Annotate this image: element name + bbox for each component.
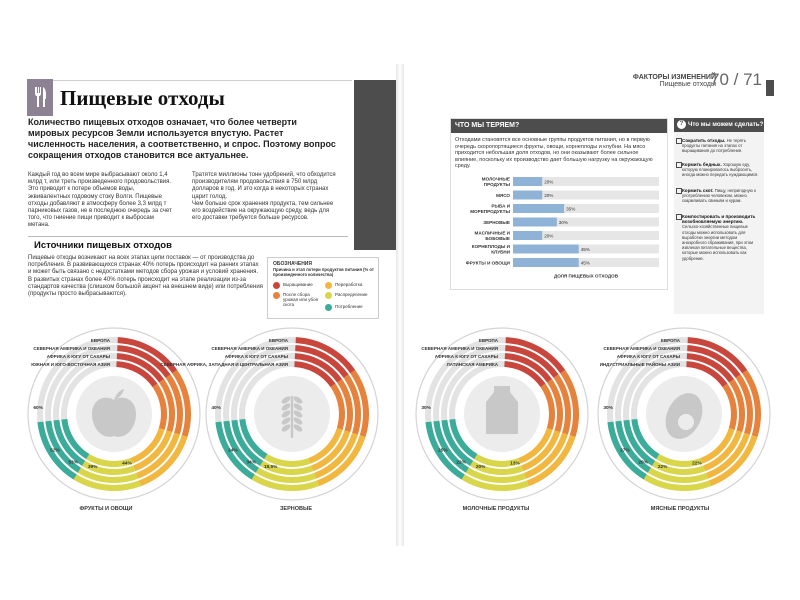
- region-label: ЕВРОПА: [478, 338, 498, 343]
- region-label: ЕВРОПА: [90, 338, 110, 343]
- bar-category-label: МАСЛИЧНЫЕ И: [474, 230, 510, 236]
- bar-category-label: ПРОДУКТЫ: [483, 182, 510, 187]
- grey-side-bar: [354, 80, 396, 250]
- legend-title: ОБОЗНАЧЕНИЯ: [273, 261, 312, 267]
- wheat-icon: [280, 395, 303, 438]
- bar-value-label: 20%: [544, 193, 554, 198]
- loss-box-title: ЧТО МЫ ТЕРЯЕМ?: [451, 119, 667, 133]
- region-label: ЛАТИНСКАЯ АМЕРИКА: [446, 362, 498, 367]
- header-subsection: Пищевые отходы: [659, 81, 716, 88]
- fork-knife-icon: [33, 87, 47, 107]
- region-label: ЮЖНАЯ И ЮГО-ВОСТОЧНАЯ АЗИЯ: [31, 362, 110, 367]
- region-label: АФРИКА К ЮГУ ОТ САХАРЫ: [616, 354, 680, 359]
- percent-label: 22%: [657, 464, 668, 470]
- bar-category-label: КЛУБНИ: [491, 249, 510, 255]
- header-section: ФАКТОРЫ ИЗМЕНЕНИЙ: [632, 74, 716, 81]
- percent-label: 20%: [475, 464, 486, 470]
- legend-box: [267, 257, 379, 319]
- question-icon: ?: [677, 120, 686, 129]
- percent-label: 19,5%: [263, 464, 278, 470]
- bar-category-label: МОЛОЧНЫЕ: [481, 176, 510, 182]
- chart-caption-meat: МЯСНЫЕ ПРОДУКТЫ: [650, 506, 710, 512]
- do-item: Сократить отходы. Не терять продукты питания на этапах от выращивания до потребления.: [682, 138, 760, 154]
- region-label: СЕВЕРНАЯ АМЕРИКА И ОКЕАНИЯ: [603, 346, 680, 351]
- region-label: АФРИКА К ЮГУ ОТ САХАРЫ: [46, 354, 110, 359]
- region-label: ЕВРОПА: [268, 338, 288, 343]
- chart-caption-fruits: ФРУКТЫ И ОВОЩИ: [79, 506, 133, 512]
- bar-value-label: 35%: [566, 206, 576, 212]
- bar-category-label: БОБОВЫЕ: [485, 236, 510, 241]
- legend-swatch: [325, 304, 332, 311]
- loss-box: [450, 118, 668, 290]
- percent-label: 22%: [692, 461, 702, 467]
- do-box-header: [674, 118, 764, 132]
- percent-label: 44%: [122, 461, 132, 467]
- radial-chart-dairy: [408, 314, 596, 524]
- body-column-2: Тратятся миллионы тонн удобрений, что обходится производителям продовольствия в 750 млрд долларов в год. И это когда в некоторых странах царит голод. Чем больше срок хранения продукта, тем сильнее его воздействие на окружающую среду, ведь для его доставки требуется больше ресурсов.: [192, 172, 336, 222]
- loss-box-text: Отходами становятся все основные группы продуктов питания, но в первую очередь скоропортящиеся фрукты, овощи, корнеплоды и клубни. На мясо приходится небольшая доля отходов, но они оказывают более сильное влияние, поскольку их производство дает большую нагрузку на окружающую среду.: [455, 137, 653, 170]
- do-item: Компостировать и производить возобновляемую энергию. Сельско-хозяйственные пищевые отходы можно использовать для выработки энергии методом анаэробного сбраживания, при этом извлекая питательные вещества, которые можно использовать как удобрение.: [682, 214, 760, 261]
- radial-chart-grains: [160, 314, 396, 524]
- percent-label: 39%: [87, 464, 98, 470]
- chart-caption-dairy: МОЛОЧНЫЕ ПРОДУКТЫ: [462, 506, 530, 512]
- region-label: СЕВЕРНАЯ АМЕРИКА И ОКЕАНИЯ: [211, 346, 288, 351]
- bar-category-label: МЯСО: [496, 193, 510, 198]
- radial-chart-fruits: [20, 314, 208, 524]
- checkbox-icon: [676, 214, 682, 220]
- legend-item: После сбора урожая или убоя скота: [273, 292, 325, 307]
- percent-label: 20%: [638, 460, 649, 466]
- do-box-title: Что мы можем сделать?: [688, 121, 764, 128]
- checkbox-icon: [676, 138, 682, 144]
- checkbox-icon: [676, 188, 682, 194]
- percent-label: 22%: [456, 460, 467, 466]
- right-page: [404, 64, 780, 546]
- legend-item: Потребление: [325, 304, 377, 311]
- percent-label: 60%: [33, 406, 43, 412]
- bar-category-label: МОРЕПРОДУКТЫ: [470, 209, 510, 214]
- running-header: [633, 74, 716, 88]
- bar-value-label: 20%: [544, 233, 554, 239]
- what-can-we-do-box: [674, 118, 764, 314]
- ring-segment: [266, 457, 310, 464]
- bar-category-label: ФРУКТЫ И ОВОЩИ: [465, 260, 510, 266]
- title-tab: [27, 79, 53, 116]
- title-rule: [53, 80, 352, 81]
- bar-category-label: РЫБА И: [491, 203, 510, 209]
- bar: [513, 191, 542, 200]
- do-item: Кормить бедных. Хорошую еду, которую планировалось выбросить, иногда можно передать нуждающимся.: [682, 162, 760, 178]
- bar: [513, 218, 557, 227]
- percent-label: 24%: [228, 448, 238, 454]
- bar-category-label: КОРНЕПЛОДЫ И: [471, 244, 510, 249]
- percent-label: 13%: [510, 461, 520, 467]
- body-column-1: Каждый год во всем мире выбрасывают около 1,4 млрд т, или треть произведенного продовольствия. Это приводит к потере объемов воды, эквивалентных годовому стоку Волги. Пищевые отходы добавляют в атмосферу более 3,3 млрд т парниковых газов, не в последнюю очередь за счет того, что гниение пищи приводит к выбросам метана.: [28, 172, 172, 229]
- ring-segment: [543, 385, 552, 428]
- legend-item: Распределение: [325, 292, 377, 299]
- region-label: ИНДУСТРИАЛЬНЫЕ РАЙОНЫ АЗИИ: [599, 362, 680, 367]
- bar: [513, 258, 579, 267]
- grey-tab: [766, 80, 774, 96]
- bar: [513, 245, 579, 254]
- region-label: АФРИКА К ЮГУ ОТ САХАРЫ: [434, 354, 498, 359]
- do-item: Кормить скот. Пищу, непригодную к употреблению человеком, можно скармливать свиньям и курам.: [682, 188, 760, 204]
- bar: [513, 177, 542, 186]
- percent-label: 30%: [603, 406, 613, 412]
- region-label: СЕВЕРНАЯ АМЕРИКА И ОКЕАНИЯ: [421, 346, 498, 351]
- checkbox-icon: [676, 162, 682, 168]
- region-label: СЕВЕРНАЯ АМЕРИКА И ОКЕАНИЯ: [33, 346, 110, 351]
- lead-paragraph: Количество пищевых отходов означает, что более четверти мировых ресурсов Земли используется впустую. Растет численность населения, а соответственно, и спрос. Поэтому вопрос сокращения отходов становится все актуальнее.: [28, 117, 336, 160]
- chart-caption-grains: ЗЕРНОВЫЕ: [279, 506, 313, 512]
- ring-segment: [155, 385, 164, 428]
- region-label: ЕВРОПА: [660, 338, 680, 343]
- legend-swatch: [325, 292, 332, 299]
- section-text: Пищевые отходы возникают на всех этапах цепи поставок — от производства до потребления. В развивающихся странах 40% потерь происходит на ранних этапах и может быть связано с недостатками методов сбора урожая и условий хранения. В развитых странах более 40% потерь происходит на этапе реализации из-за стандартов качества (слишком большой акцент на внешнем виде) или потребления (продукты просто выбрасываются).: [28, 255, 263, 298]
- left-page: [20, 64, 396, 546]
- bar-value-label: 20%: [544, 179, 554, 185]
- percent-label: 52%: [50, 448, 60, 454]
- percent-label: 30%: [421, 406, 431, 412]
- percent-label: 40%: [211, 406, 221, 412]
- bar: [513, 231, 542, 240]
- ring-segment: [725, 385, 734, 428]
- radial-chart-meat: [596, 314, 780, 524]
- bar-value-label: 45%: [580, 260, 590, 266]
- page-title: Пищевые отходы: [60, 86, 225, 110]
- legend-item: Выращивание: [273, 282, 325, 289]
- legend-item: Переработка: [325, 282, 377, 289]
- legend-swatch: [325, 282, 332, 289]
- bar-axis-label: ДОЛЯ ПИЩЕВЫХ ОТХОДОВ: [553, 273, 619, 279]
- legend-swatch: [273, 292, 280, 299]
- bar: [513, 204, 564, 213]
- bar-value-label: 30%: [558, 220, 569, 225]
- legend-swatch: [273, 282, 280, 289]
- ring-segment: [333, 385, 342, 428]
- bar-category-label: ЗЕРНОВЫЕ: [483, 220, 510, 225]
- percent-label: 34%: [246, 460, 257, 466]
- region-label: СЕВЕРНАЯ АФРИКА, ЗАПАДНАЯ И ЦЕНТРАЛЬНАЯ АЗИЯ: [160, 362, 288, 367]
- section-rule: [28, 236, 348, 237]
- loss-bar-chart: [451, 173, 665, 287]
- legend-subtitle: Причина и этап потери продуктов питания (% от произведенного количества): [273, 267, 374, 277]
- percent-label: 25%: [438, 448, 448, 454]
- percent-label: 27%: [620, 448, 630, 454]
- book-spread: [20, 64, 780, 546]
- page-numbers: 70 / 71: [710, 70, 762, 89]
- region-label: АФРИКА К ЮГУ ОТ САХАРЫ: [224, 354, 288, 359]
- bar-value-label: 45%: [580, 247, 590, 252]
- percent-label: 53%: [68, 460, 79, 466]
- section-title: Источники пищевых отходов: [34, 240, 172, 251]
- page-gutter: [396, 64, 404, 546]
